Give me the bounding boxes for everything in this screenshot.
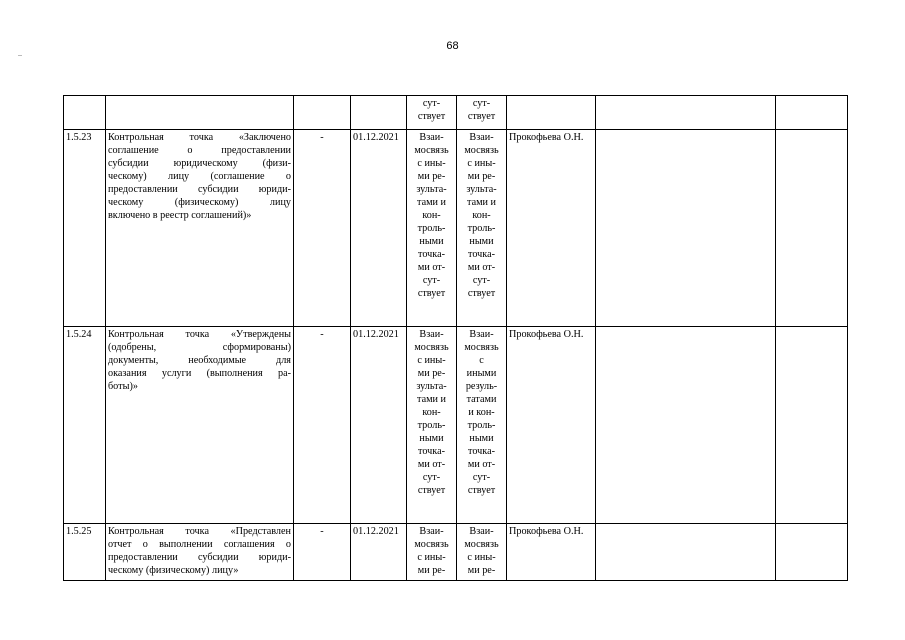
cell-responsible: Прокофьева О.Н.: [507, 524, 596, 581]
relation-line: Взаи-: [419, 526, 444, 537]
relation-line: троль-: [467, 420, 496, 431]
relation-line: с ины-: [417, 355, 446, 366]
relation-line: точка-: [418, 249, 445, 260]
desc-line: предоставлении субсидии юриди-: [108, 184, 291, 195]
margin-mark: [18, 55, 22, 56]
cell-date: 01.12.2021: [351, 327, 407, 524]
table-row-continuation: [64, 96, 848, 130]
relation-line: точка-: [468, 446, 495, 457]
page-number: 68: [446, 40, 459, 52]
cell-num: 1.5.23: [64, 130, 106, 327]
relation-line: кон-: [422, 210, 441, 221]
relation-line: мосвязь: [414, 342, 449, 353]
relation-line: ствует: [467, 288, 496, 299]
relation-line: ми от-: [417, 262, 446, 273]
relation-line: троль-: [417, 420, 446, 431]
cell-relation-a: сут- ствует: [407, 96, 457, 130]
relation-line: мосвязь: [464, 342, 499, 353]
table-row: [64, 327, 848, 524]
relation-line: ми от-: [417, 459, 446, 470]
relation-line: зульта-: [416, 381, 447, 392]
cell-dash: [294, 96, 351, 130]
relation-line: резуль-: [465, 381, 498, 392]
relation-line: ными: [469, 433, 494, 444]
relation-line: точка-: [468, 249, 495, 260]
relation-line: ми ре-: [467, 171, 496, 182]
cell-relation-b: сут- ствует: [457, 96, 507, 130]
cell-empty: [776, 96, 848, 130]
cell-empty: [596, 96, 776, 130]
desc-line: (одобрены, сформированы): [108, 342, 291, 353]
relation-line: ствует: [467, 485, 496, 496]
cell-desc: [106, 130, 294, 327]
relation-line: тами и: [417, 197, 446, 208]
desc-line: Контрольная точка «Заключено: [108, 132, 291, 143]
cell-relation-b: [457, 130, 507, 327]
cell-relation-b: [457, 524, 507, 581]
relation-line: сут-: [422, 472, 441, 483]
desc-line: субсидии юридическому (физи-: [108, 158, 291, 169]
relation-line: мосвязь: [464, 539, 499, 550]
relation-line: сут-: [422, 275, 441, 286]
relation-line: ствует: [417, 288, 446, 299]
cell-relation-a: [407, 130, 457, 327]
relation-line: ствует: [417, 485, 446, 496]
relation-line: троль-: [417, 223, 446, 234]
cell-dash: -: [294, 327, 351, 524]
desc-line: включено в реестр соглашений)»: [108, 210, 252, 221]
relation-line: тами и: [417, 394, 446, 405]
cell-date: 01.12.2021: [351, 524, 407, 581]
relation-line: с ины-: [417, 158, 446, 169]
desc-line: Контрольная точка «Представлен: [108, 526, 291, 537]
relation-line: с ины-: [417, 552, 446, 563]
relation-line: Взаи-: [419, 329, 444, 340]
relation-line: и кон-: [468, 407, 495, 418]
relation-line: Взаи-: [469, 526, 494, 537]
relation-line: кон-: [472, 210, 491, 221]
relation-line: сут-: [472, 472, 491, 483]
relation-line: зульта-: [466, 184, 497, 195]
relation-line: мосвязь: [414, 539, 449, 550]
desc-line: Контрольная точка «Утверждены: [108, 329, 291, 340]
relation-line: ми ре-: [467, 565, 496, 576]
cell-empty: [596, 130, 776, 327]
relation-line: точка-: [418, 446, 445, 457]
relation-line: ными: [419, 236, 444, 247]
relation-line: ными: [469, 236, 494, 247]
relation-line: ми ре-: [417, 171, 446, 182]
cell-responsible: Прокофьева О.Н.: [507, 130, 596, 327]
cell-num: 1.5.25: [64, 524, 106, 581]
desc-line: документы, необходимые для: [108, 355, 291, 366]
cell-empty: [776, 327, 848, 524]
desc-line: ческому (физическому) лицу»: [108, 565, 239, 576]
relation-line: тами и: [467, 197, 496, 208]
relation-line: мосвязь: [464, 145, 499, 156]
relation-line: ми ре-: [417, 368, 446, 379]
cell-dash: -: [294, 130, 351, 327]
desc-line: отчет о выполнении соглашения о: [108, 539, 291, 550]
relation-line: Взаи-: [469, 329, 494, 340]
relation-line: ми от-: [467, 459, 496, 470]
cell-num: 1.5.24: [64, 327, 106, 524]
relation-line: иными: [466, 368, 497, 379]
cell-relation-a: [407, 327, 457, 524]
cell-empty: [596, 327, 776, 524]
desc-line: оказания услуги (выполнения ра-: [108, 368, 291, 379]
relation-line: татами: [466, 394, 497, 405]
desc-line: ческому) лицу (соглашение о: [108, 171, 291, 182]
cell-empty: [596, 524, 776, 581]
cell-desc: [106, 96, 294, 130]
cell-date: 01.12.2021: [351, 130, 407, 327]
cell-empty: [776, 130, 848, 327]
cell-relation-b: [457, 327, 507, 524]
relation-line: Взаи-: [419, 132, 444, 143]
desc-line: ческому (физическому) лицу: [108, 197, 291, 208]
table-row: [64, 524, 848, 581]
cell-relation-a: [407, 524, 457, 581]
desc-line: предоставлении субсидии юриди-: [108, 552, 291, 563]
relation-line: зульта-: [416, 184, 447, 195]
relation-line: мосвязь: [414, 145, 449, 156]
cell-num: [64, 96, 106, 130]
cell-responsible: Прокофьева О.Н.: [507, 327, 596, 524]
relation-line: ми от-: [467, 262, 496, 273]
relation-line: с ины-: [467, 552, 496, 563]
cell-date: [351, 96, 407, 130]
cell-empty: [776, 524, 848, 581]
cell-desc: [106, 327, 294, 524]
relation-line: с: [479, 355, 484, 366]
relation-line: Взаи-: [469, 132, 494, 143]
table-row: [64, 130, 848, 327]
relation-line: ными: [419, 433, 444, 444]
cell-dash: -: [294, 524, 351, 581]
desc-line: боты)»: [108, 381, 138, 392]
desc-line: соглашение о предоставлении: [108, 145, 291, 156]
cell-desc: [106, 524, 294, 581]
relation-line: троль-: [467, 223, 496, 234]
relation-line: ми ре-: [417, 565, 446, 576]
relation-line: с ины-: [467, 158, 496, 169]
plan-table: [63, 95, 848, 581]
cell-responsible: [507, 96, 596, 130]
relation-line: сут-: [472, 275, 491, 286]
relation-line: кон-: [422, 407, 441, 418]
